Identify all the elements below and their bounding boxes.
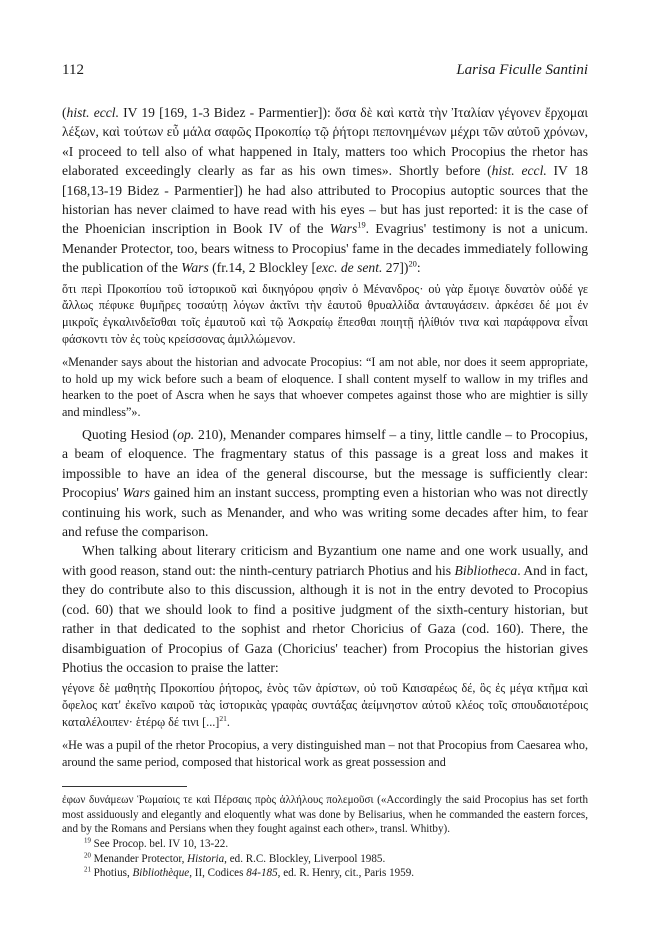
text-body <box>62 103 588 881</box>
block-quote-menander <box>62 281 588 421</box>
footnote-ref-21: 21 <box>219 713 227 723</box>
footnote-21: $^{21}$ Photius, Bibliothèque, II, Codices 84-185, ed. R. Henry, cit., Paris 1959. <box>84 866 415 880</box>
greek-quote: ὅτι περὶ Προκοπίου τοῦ ἱστορικοῦ καὶ δικηγόρου φησὶν ὁ Μένανδρος· οὐ γὰρ ἔμοιγε δυνατὸν οὐδέ γε ἄλλως πέφυκε θυμῆρες τοσαύτῃ λόγων ἀκτῖνι τὴν ἑαυτοῦ θρυαλλίδα ἀνταυγάσειν. ἀρκέσει δέ μοι ἐν μικροῖς ἐγκαλινδεῖσθαι τοῖς ἐμαυτοῦ καὶ τῷ Ἀσκραίῳ ἕπεσθαι ποιητῇ ἠλίθιόν τινα καὶ παράφρονα εἶναι φάσκοντι τὸν ἐς τοὺς κρείσσονας ἁμιλλώμενον. <box>62 281 588 347</box>
quote-translation: «He was a pupil of the rhetor Procopius, a very distinguished man – not that Procopius from Caesarea who, around the same period, composed that historical work as great possession and <box>62 737 588 769</box>
running-header <box>62 62 588 82</box>
footnote-ref-19: 19 <box>357 219 366 230</box>
footnote-separator <box>62 786 187 787</box>
greek-quote: γέγονε δὲ μαθητὴς Προκοπίου ῥήτορος, ἑνὸς τῶν ἀρίστων, οὐ τοῦ Καισαρέως δέ, ὃς ἐς μέγα κτῆμα καὶ ὄφελος κατ' ἐκεῖνο καιροῦ τὰς ἱστορικὰς γραφὰς συντάξας ἀείμνηστον αὐτοῦ κλέος τοῖς σπουδαιοτέροις καταλέλοιπεν· ἑτέρῳ δέ τινι [...]$^{21}$. <box>62 681 588 729</box>
paragraph-evagrius: (hist. eccl. IV 19 [169, 1-3 Bidez - Parmentier]): ὅσα δὲ καὶ κατὰ τὴν Ἰταλίαν γέγονεν ἔρχομαι λέξων, καὶ τούτων εὖ μάλα σαφῶς Προκοπίῳ τῷ ῥήτορι πεπονημένων μέχρι τῶν αὐτοῦ χρόνων, «I proceed to tell also of what happened in Italy, matters too which Procopius the rhetor has elaborated exceedingly clearly as far as his own times». Shortly before (hist. eccl. IV 18 [168,13-19 Bidez - Parmentier]) he had also attributed to Procopius autoptic sources that the historian has never claimed to have read with his eyes – but has just reported: it is the case of the Phoenician inscription in Book IV of the Wars$^{19}$. Evagrius' testimony is not a unicum. Menander Protector, too, bears witness to Procopius' fame in the decades immediately following the publication of the Wars (fr.14, 2 Blockley [exc. de sent. 27])$^{20}$: <box>62 105 589 276</box>
footnote-19: $^{19}$ See Procop. bel. IV 10, 13-22. <box>84 837 229 851</box>
quote-translation: «Menander says about the historian and advocate Procopius: “I am not able, nor does it seem appropriate, to hold up my wick before such a beam of eloquence. I shall content myself to wallow in my trifles and hearken to the poet of Ascra when he says that whoever competes against those who are mightier is silly and mindless”». <box>62 354 588 420</box>
page-number: 112 <box>62 62 84 78</box>
footnote-ref-20: 20 <box>408 258 417 269</box>
running-title: Larisa Ficulle Santini <box>456 62 588 78</box>
paragraph-photius: When talking about literary criticism and Byzantium one name and one work usually, and with good reason, stand out: the ninth-century patriarch Photius and his Bibliotheca. And in fact, they do contribute also to this discussion, although it is not in the entry devoted to Procopius (cod. 60) that we should look to find a positive judgment of the sixth-century historian, but rather in that dedicated to the sophist and rhetor Choricius of Gaza (cod. 160). There, the disambiguation of Procopius of Gaza (Choricius' teacher) from Procopius the historian gives Photius the occasion to praise the latter: <box>62 543 588 675</box>
footnote-20: $^{20}$ Menander Protector, Historia, ed. R.C. Blockley, Liverpool 1985. <box>84 851 386 865</box>
block-quote-photius <box>62 680 588 770</box>
paragraph-hesiod: Quoting Hesiod (op. 210), Menander compares himself – a tiny, little candle – to Procopius, a beam of eloquence. The fragmentary status of this passage is a great loss and makes it impossible to have an idea of the general discourse, but the message is sufficiently clear: Procopius' Wars gained him an instant success, prompting even a historian who was not directly continuing his work, such as Menander, and who was writing some decades after him, to fear and refuse the comparison. <box>62 427 588 540</box>
footnotes <box>62 793 588 881</box>
footnote-continuation: ἐφων δυνάμεων Ῥωμαίοις τε καὶ Πέρσαις πρὸς ἀλλήλους πολεμοῦσι («Accordingly the said Procopius has set forth most assiduously and elegantly and eloquently what was done by Belisarius, when he commanded the eastern forces, and by the Romans and Persians when they fought against each other», transl. Whitby). <box>62 794 588 836</box>
